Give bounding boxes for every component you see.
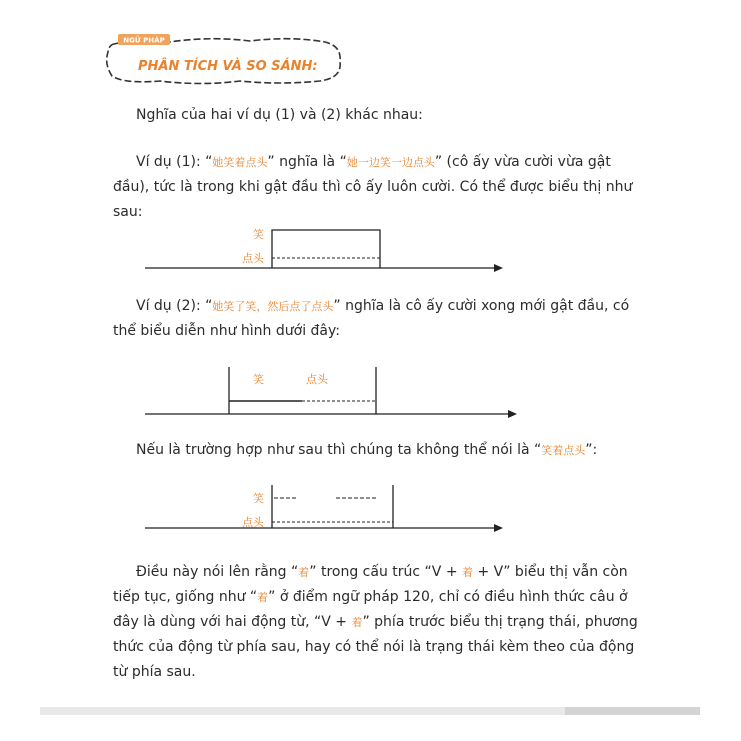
header-title: PHÂN TÍCH VÀ SO SÁNH: bbox=[138, 59, 318, 74]
example-1-text bbox=[113, 150, 648, 225]
concl-cn1: 着 bbox=[298, 566, 310, 579]
diagram-1 bbox=[140, 220, 510, 280]
section-header bbox=[100, 30, 350, 90]
conclusion-text bbox=[113, 560, 648, 685]
ex1-mid: ” nghĩa là “ bbox=[267, 154, 347, 170]
ex3-lead: Nếu là trường hợp như sau thì chúng ta không thể nói là “ bbox=[136, 442, 542, 458]
diagram-2-arrow bbox=[508, 410, 517, 418]
diagram-1-arrow bbox=[494, 264, 503, 272]
concl-p1: Điều này nói lên rằng “ bbox=[136, 564, 299, 580]
diagram-3-label-top: 笑 bbox=[253, 492, 264, 505]
ex3-cn1: 笑着点头 bbox=[541, 444, 586, 457]
concl-p2: ” trong cấu trúc “V + bbox=[309, 564, 463, 580]
diagram-3 bbox=[140, 480, 510, 540]
ex1-tail: ” (cô ấy vừa cười vừa gật đầu), tức là trong khi gật đầu thì cô ấy luôn cười. Có thể được biểu thị như sau: bbox=[113, 154, 633, 220]
example-2-text bbox=[113, 294, 648, 344]
concl-p5: ” phía trước biểu thị trạng thái, phương thức của động từ phía sau, hay có thể nói là trạng thái kèm theo của động từ phía sau. bbox=[113, 614, 638, 680]
ex1-cn2: 她一边笑一边点头 bbox=[346, 156, 435, 169]
header-badge-text: NGỮ PHÁP bbox=[123, 36, 165, 45]
page-bottom-strip-dark bbox=[565, 707, 700, 715]
concl-cn4: 着 bbox=[351, 616, 363, 629]
ex1-cn1: 她笑着点头 bbox=[212, 156, 268, 169]
concl-p3: + V” biểu thị vẫn còn tiếp tục, giống như “ bbox=[113, 564, 628, 605]
concl-cn3: 着 bbox=[257, 591, 269, 604]
example-3-text bbox=[113, 438, 648, 463]
diagram-2-label-left: 笑 bbox=[253, 373, 264, 386]
ex2-lead: Ví dụ (2): “ bbox=[136, 298, 213, 314]
ex2-tail: ” nghĩa là cô ấy cười xong mới gật đầu, có thể biểu diễn như hình dưới đây: bbox=[113, 298, 630, 339]
concl-cn2: 着 bbox=[462, 566, 474, 579]
diagram-3-label-bottom: 点头 bbox=[242, 516, 264, 529]
ex2-cn1: 她笑了笑，然后点了点头 bbox=[212, 300, 334, 313]
ex3-tail: ”: bbox=[585, 442, 598, 458]
diagram-1-label-top: 笑 bbox=[253, 228, 264, 241]
intro-text: Nghĩa của hai ví dụ (1) và (2) khác nhau: bbox=[136, 107, 423, 123]
diagram-2-label-right: 点头 bbox=[306, 373, 328, 386]
concl-p4: ” ở điểm ngữ pháp 120, chỉ có điều hình thức câu ở đây là dùng với hai động từ, “V + bbox=[113, 589, 628, 630]
ex1-lead: Ví dụ (1): “ bbox=[136, 154, 213, 170]
diagram-3-arrow bbox=[494, 524, 503, 532]
diagram-1-label-bottom: 点头 bbox=[242, 252, 264, 265]
diagram-2 bbox=[140, 362, 525, 422]
diagram-1-box bbox=[272, 230, 380, 268]
